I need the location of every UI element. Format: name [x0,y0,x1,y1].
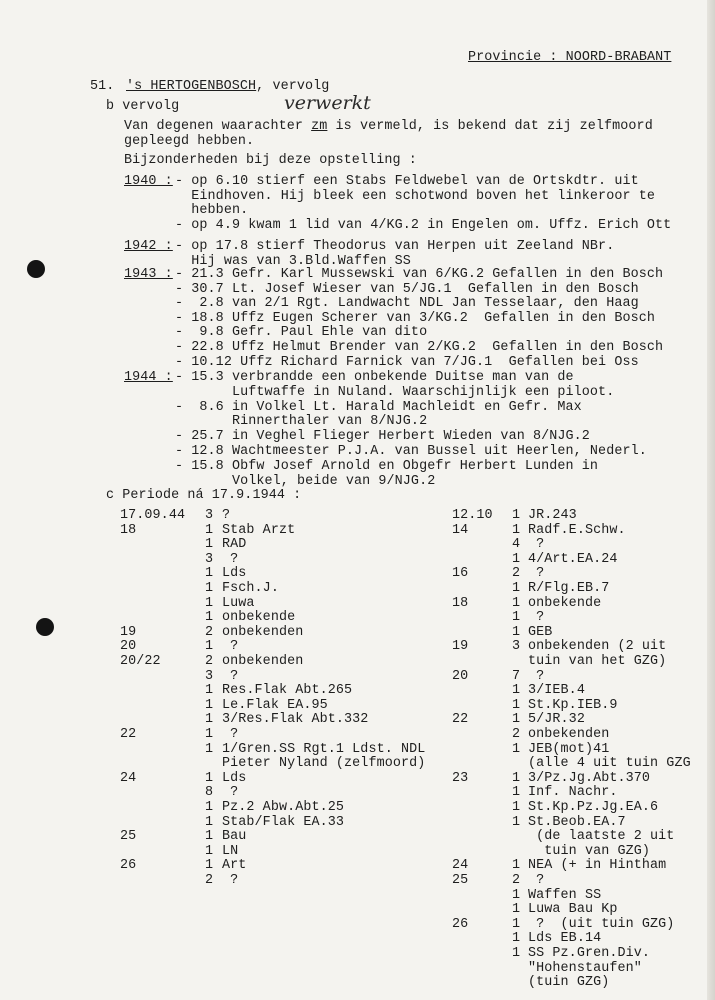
table-cell-n: 1 [512,581,521,596]
table-cell-desc: Pz.2 Abw.Abt.25 [222,800,345,815]
entry-line: - 9.8 Gefr. Paul Ehle van dito [175,325,428,341]
table-cell-date: 25 [452,873,469,888]
table-cell-desc: onbekende [222,610,296,626]
table-cell-date: 20 [452,668,469,684]
entry-line: Volkel, beide van 9/NJG.2 [175,473,436,489]
entry-line: - 25.7 in Veghel Flieger Herbert Wieden van 8/NJG.2 [175,429,590,445]
table-cell-desc: Waffen SS [528,887,602,903]
table-cell-desc: Lds EB.14 [528,931,602,947]
table-cell-n: 1 [512,946,521,961]
table-cell-desc: ? (uit tuin GZG) [528,916,675,932]
table-cell-desc: ? [222,873,239,888]
table-cell-date: 12.10 [452,508,493,523]
subsection-b: b vervolg [106,99,180,114]
table-cell-desc: 3/IEB.4 [528,683,585,699]
table-cell-n: 1 [512,697,521,713]
table-cell-n: 1 [512,551,521,567]
table-cell-date: 14 [452,522,469,538]
province-header: Provincie : NOORD-BRABANT [468,50,672,65]
table-cell-desc: Stab Arzt [222,522,296,538]
table-cell-desc: ? [222,668,239,684]
table-cell-n: 1 [205,639,214,655]
table-cell-n: 1 [205,581,214,596]
table-cell-n: 2 [205,873,214,888]
table-cell-date: 23 [452,770,469,786]
table-cell-n: 1 [512,814,521,830]
entry-line: - op 4.9 kwam 1 lid van 4/KG.2 in Engelen om. Uffz. Erich Ott [175,217,672,233]
table-cell-desc: NEA (+ in Hintham [528,858,667,874]
table-cell-desc: (alle 4 uit tuin GZG [528,756,691,772]
table-cell-n: 1 [512,916,521,932]
intro-line-1a: Van degenen waarachter [124,119,312,134]
table-cell-desc: Stab/Flak EA.33 [222,814,345,830]
entry-line: - 15.8 Obfw Josef Arnold en Obgefr Herbert Lunden in [175,458,599,474]
table-cell-date: 25 [120,829,137,845]
table-cell-desc: SS Pz.Gren.Div. [528,946,651,961]
table-cell-date: 24 [452,858,469,874]
table-cell-desc: onbekenden [222,624,304,640]
table-cell-n: 1 [205,522,214,538]
table-cell-desc: Pieter Nyland (zelfmoord) [222,756,426,772]
table-cell-n: 1 [512,741,521,757]
handwritten-note: verwerkt [284,92,371,114]
table-cell-desc: Luwa [222,595,255,611]
table-cell-date: 20/22 [120,654,161,669]
table-cell-desc: JR.243 [528,508,577,523]
year-1943: 1943 : [124,267,173,282]
intro-line-1 [124,119,653,134]
table-cell-desc: onbekenden [222,654,304,669]
table-cell-n: 1 [512,931,521,947]
table-cell-n: 2 [205,654,214,669]
table-cell-desc: onbekenden [528,727,610,742]
table-cell-n: 3 [205,551,214,567]
table-cell-desc: Luwa Bau Kp [528,902,618,918]
table-cell-desc: Bau [222,829,247,845]
intro-line-3: Bijzonderheden bij deze opstelling : [124,153,417,168]
table-cell-desc: ? [528,873,545,888]
table-cell-n: 1 [205,843,214,859]
table-cell-n: 1 [205,683,214,699]
table-cell-date: 24 [120,770,137,786]
entry-line: - 15.3 verbrandde een onbekende Duitse man van de [175,370,574,385]
table-cell-n: 3 [205,508,214,523]
place-suffix: , vervolg [256,79,330,94]
entry-line: Eindhoven. Hij bleek een schotwond boven het linkeroor te [175,188,656,204]
table-cell-desc: GEB [528,624,553,640]
table-cell-n: 1 [512,887,521,903]
table-cell-n: 1 [512,712,521,728]
table-cell-n: 1 [512,858,521,874]
table-cell-n: 1 [205,566,214,582]
table-cell-desc: ? [222,785,239,801]
table-cell-desc: ? [528,566,545,582]
table-cell-n: 1 [205,727,214,742]
table-cell-date: 22 [120,727,137,742]
table-cell-n: 1 [205,858,214,874]
table-cell-desc: 1/Gren.SS Rgt.1 Ldst. NDL [222,741,426,757]
table-cell-desc: ? [528,610,545,626]
table-cell-desc: (tuin GZG) [528,975,610,991]
table-cell-n: 2 [205,624,214,640]
table-cell-desc: Fsch.J. [222,581,279,596]
entry-line: - 10.12 Uffz Richard Farnick van 7/JG.1 Gefallen bei Oss [175,354,639,370]
table-cell-n: 8 [205,785,214,801]
table-cell-desc: St.Beob.EA.7 [528,814,626,830]
year-1944: 1944 : [124,370,173,385]
table-cell-n: 1 [512,624,521,640]
table-cell-n: 1 [512,683,521,699]
table-cell-desc: R/Flg.EB.7 [528,581,610,596]
table-cell-desc: 4/Art.EA.24 [528,551,618,567]
intro-line-2: gepleegd hebben. [124,134,255,149]
entry-line: hebben. [175,203,249,219]
table-cell-n: 1 [205,697,214,713]
entry-line: - 8.6 in Volkel Lt. Harald Machleidt en Gefr. Max [175,399,582,415]
table-cell-desc: Lds [222,770,247,786]
table-cell-desc: RAD [222,537,247,553]
table-cell-date: 18 [120,522,137,538]
table-cell-desc: Lds [222,566,247,582]
table-cell-desc: onbekende [528,595,602,611]
table-cell-n: 2 [512,873,521,888]
table-cell-date: 19 [452,639,469,655]
entry-line: - 30.7 Lt. Josef Wieser van 5/JG.1 Gefallen in den Bosch [175,281,639,297]
table-cell-date: 22 [452,712,469,728]
table-cell-desc: 3/Pz.Jg.Abt.370 [528,770,651,786]
periode-label: c Periode ná 17.9.1944 : [106,488,302,503]
table-cell-date: 18 [452,595,469,611]
table-cell-n: 3 [205,668,214,684]
table-cell-n: 1 [205,800,214,815]
place-name: 's HERTOGENBOSCH [126,79,257,94]
table-cell-n: 1 [205,741,214,757]
table-cell-date: 26 [120,858,137,874]
entry-line: - 2.8 van 2/1 Rgt. Landwacht NDL Jan Tesselaar, den Haag [175,296,639,312]
table-cell-desc: St.Kp.IEB.9 [528,697,618,713]
table-cell-date: 17.09.44 [120,508,186,523]
table-cell-desc: ? [222,639,239,655]
entry-line: - 21.3 Gefr. Karl Mussewski van 6/KG.2 Gefallen in den Bosch [175,267,664,282]
punch-hole-bottom [36,618,54,636]
table-cell-desc: 5/JR.32 [528,712,585,728]
table-cell-n: 1 [205,610,214,626]
table-cell-n: 3 [512,639,521,655]
table-cell-n: 1 [205,595,214,611]
table-cell-desc: tuin van GZG) [528,843,651,859]
table-cell-date: 19 [120,624,137,640]
entry-line: Hij was van 3.Bld.Waffen SS [175,253,411,269]
table-cell-n: 4 [512,537,521,553]
table-cell-n: 1 [205,770,214,786]
year-1942: 1942 : [124,239,173,254]
table-cell-n: 1 [512,610,521,626]
table-cell-n: 2 [512,566,521,582]
table-cell-desc: "Hohenstaufen" [528,960,642,976]
table-cell-desc: ? [528,537,545,553]
table-cell-n: 1 [512,770,521,786]
entry-line: - op 6.10 stierf een Stabs Feldwebel van de Ortskdtr. uit [175,174,639,189]
entry-line: - op 17.8 stierf Theodorus van Herpen uit Zeeland NBr. [175,239,615,254]
entry-line: Rinnerthaler van 8/NJG.2 [175,414,428,430]
table-cell-n: 7 [512,668,521,684]
table-cell-desc: Le.Flak EA.95 [222,697,328,713]
table-cell-desc: ? [222,551,239,567]
table-cell-n: 1 [205,829,214,845]
table-cell-date: 20 [120,639,137,655]
page-edge [707,0,715,1000]
table-cell-n: 2 [512,727,521,742]
table-cell-n: 1 [205,814,214,830]
table-cell-desc: tuin van het GZG) [528,654,667,669]
table-cell-desc: ? [528,668,545,684]
table-cell-n: 1 [512,508,521,523]
entry-line: - 22.8 Uffz Helmut Brender van 2/KG.2 Gefallen in den Bosch [175,340,664,355]
table-cell-desc: Inf. Nachr. [528,785,618,801]
table-cell-desc: (de laatste 2 uit [528,829,675,845]
table-cell-desc: LN [222,843,239,859]
intro-line-1b: is vermeld, is bekend dat zij zelfmoord [327,119,653,134]
entry-line: - 12.8 Wachtmeester P.J.A. van Bussel uit Heerlen, Nederl. [175,444,647,459]
table-cell-n: 1 [512,800,521,815]
table-cell-n: 1 [512,522,521,538]
entry-line: Luftwaffe in Nuland. Waarschijnlijk een piloot. [175,384,615,400]
table-cell-desc: ? [222,508,231,523]
table-cell-desc: Radf.E.Schw. [528,522,626,538]
table-cell-desc: Art [222,858,247,874]
table-cell-date: 26 [452,916,469,932]
table-cell-desc: onbekenden (2 uit [528,639,667,655]
table-cell-desc: JEB(mot)41 [528,741,610,757]
zm-marker: zm [311,119,328,134]
table-cell-desc: Res.Flak Abt.265 [222,683,353,699]
table-cell-n: 1 [512,595,521,611]
table-cell-n: 1 [205,537,214,553]
table-cell-desc: St.Kp.Pz.Jg.EA.6 [528,800,659,815]
table-cell-n: 1 [512,902,521,918]
section-number: 51. [90,79,115,94]
table-cell-date: 16 [452,566,469,582]
year-1940: 1940 : [124,174,173,189]
entry-line: - 18.8 Uffz Eugen Scherer van 3/KG.2 Gefallen in den Bosch [175,310,656,326]
table-cell-n: 1 [512,785,521,801]
table-cell-desc: 3/Res.Flak Abt.332 [222,712,369,728]
punch-hole-top [27,260,45,278]
table-cell-desc: ? [222,727,239,742]
table-cell-n: 1 [205,712,214,728]
